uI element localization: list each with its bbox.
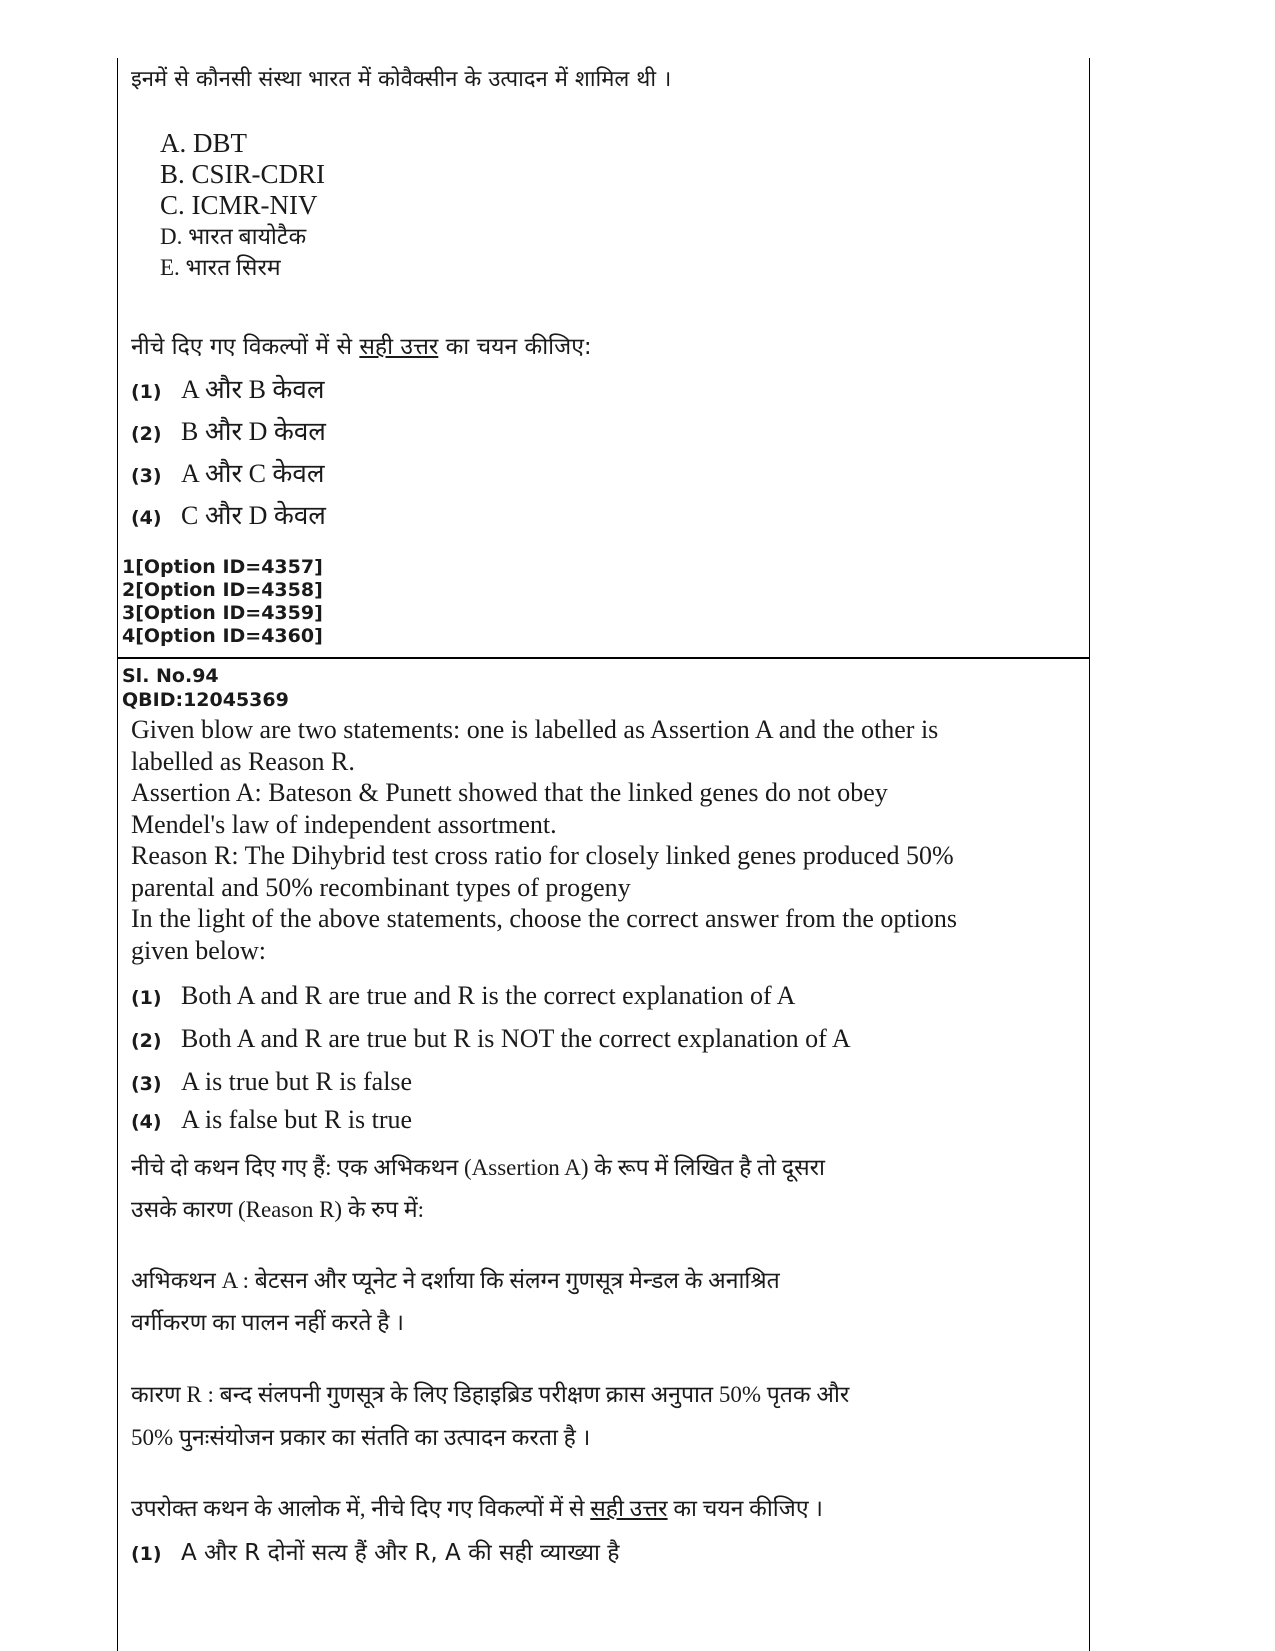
answer-number: (1) — [131, 381, 162, 403]
english-line: Mendel's law of independent assortment. — [131, 809, 557, 839]
answer-text: Both A and R are true but R is NOT the correct explanation of A — [181, 1024, 851, 1053]
q93-answer-1 — [131, 370, 324, 406]
answer-text: A is true but R is false — [181, 1067, 413, 1096]
hindi-intro-line-1: नीचे दो कथन दिए गए हैं: एक अभिकथन (Assertion A) के रूप में लिखित है तो दूसरा — [131, 1155, 825, 1180]
instruction-underlined: सही उत्तर — [590, 1496, 668, 1521]
q94-answer-4 — [131, 1105, 412, 1135]
option-id: 1[Option ID=4357] — [122, 556, 323, 578]
qbid: QBID:12045369 — [122, 689, 289, 711]
option-id: 3[Option ID=4359] — [122, 602, 323, 624]
answer-number: (1) — [131, 1543, 162, 1565]
question-94-english-text — [131, 714, 1051, 966]
item-e: E. भारत सिरम — [160, 255, 281, 280]
answer-text: Both A and R are true and R is the correct explanation of A — [181, 981, 796, 1010]
question-separator — [117, 657, 1090, 659]
english-line: labelled as Reason R. — [131, 746, 355, 776]
answer-text: B और D केवल — [181, 417, 326, 446]
answer-number: (3) — [131, 465, 162, 487]
answer-text: A और R दोनों सत्य हैं और R, A की सही व्याख्या है — [181, 1540, 620, 1566]
q94-answer-2 — [131, 1024, 851, 1054]
answer-text: A और B केवल — [181, 375, 325, 404]
hindi-assertion-line-1: अभिकथन A : बेटसन और प्यूनेट ने दर्शाया कि संलग्न गुणसूत्र मेन्डल के अनाश्रित — [131, 1268, 780, 1293]
english-line: Reason R: The Dihybrid test cross ratio for closely linked genes produced 50% — [131, 841, 954, 870]
serial-number: Sl. No.94 — [122, 665, 219, 687]
right-border-line — [1089, 58, 1090, 1651]
english-line: Given blow are two statements: one is labelled as Assertion A and the other is — [131, 715, 939, 744]
answer-text: A is false but R is true — [181, 1105, 413, 1134]
instruction-text: नीचे दिए गए विकल्पों में से — [131, 334, 360, 360]
english-line: In the light of the above statements, choose the correct answer from the options — [131, 904, 957, 933]
item-d: D. भारत बायोटैक — [160, 224, 307, 249]
q93-answer-2 — [131, 412, 326, 448]
q93-answer-3 — [131, 454, 324, 490]
hindi-intro-line-2: उसके कारण (Reason R) के रुप में: — [131, 1197, 424, 1222]
option-id: 2[Option ID=4358] — [122, 579, 323, 601]
answer-text: C और D केवल — [181, 501, 326, 530]
item-b: B. CSIR-CDRI — [160, 159, 326, 189]
left-border-line — [117, 58, 118, 1651]
question-94-header — [122, 664, 289, 712]
answer-number: (2) — [131, 423, 162, 445]
answer-number: (1) — [131, 987, 162, 1009]
item-c: C. ICMR-NIV — [160, 190, 318, 220]
answer-number: (2) — [131, 1030, 162, 1052]
instruction-text-end: का चयन कीजिए । — [667, 1496, 824, 1521]
english-line: given below: — [131, 935, 267, 965]
hindi-instruction — [131, 1491, 823, 1523]
answer-text: A और C केवल — [181, 459, 325, 488]
instruction-text-end: का चयन कीजिए: — [438, 334, 592, 360]
question-93-items — [160, 128, 325, 283]
q94-hindi-answer-1 — [131, 1535, 619, 1567]
hindi-reason-line-2: 50% पुनःसंयोजन प्रकार का संतति का उत्पादन करता है । — [131, 1425, 591, 1450]
hindi-reason-line-1: कारण R : बन्द संलपनी गुणसूत्र के लिए डिहाइब्रिड परीक्षण क्रास अनुपात 50% पृतक और — [131, 1382, 850, 1407]
hindi-assertion-line-2: वर्गीकरण का पालन नहीं करते है । — [131, 1310, 404, 1335]
answer-number: (4) — [131, 1111, 162, 1133]
instruction-text: उपरोक्त कथन के आलोक में, नीचे दिए गए विकल्पों में से — [131, 1496, 591, 1521]
english-line: Assertion A: Bateson & Punett showed that the linked genes do not obey — [131, 778, 888, 807]
item-a: A. DBT — [160, 128, 247, 158]
q93-answer-4 — [131, 496, 326, 532]
answer-number: (4) — [131, 507, 162, 529]
q94-answer-3 — [131, 1067, 412, 1097]
instruction-underlined: सही उत्तर — [359, 334, 439, 360]
question-93-instruction — [131, 329, 592, 361]
option-id: 4[Option ID=4360] — [122, 625, 323, 647]
english-line: parental and 50% recombinant types of progeny — [131, 872, 631, 902]
answer-number: (3) — [131, 1073, 162, 1095]
option-id-list — [122, 556, 323, 648]
question-93-text: इनमें से कौनसी संस्था भारत में कोवैक्सीन के उत्पादन में शामिल थी । — [131, 67, 672, 92]
q94-answer-1 — [131, 981, 795, 1011]
